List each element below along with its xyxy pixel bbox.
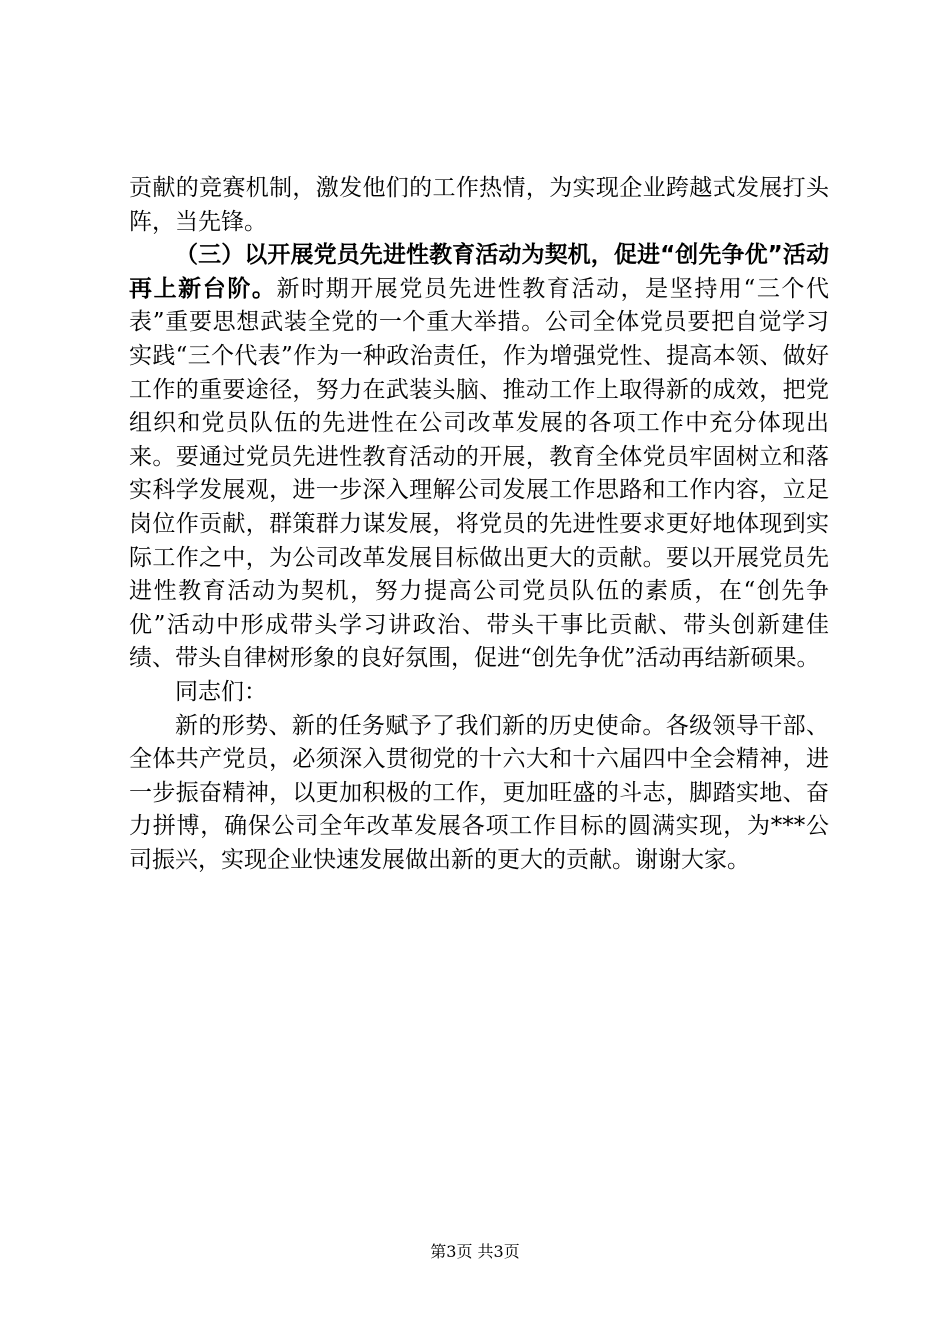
paragraph-text: 新时期开展党员先进性教育活动，是坚持用“三个代表”重要思想武装全党的一个重大举措。公司全体党员要把自觉学习实践“三个代表”作为一种政治责任，作为增强党性、提高本领、做好工作的重要途径，努力在武装头脑、推动工作上取得新的成效，把党组织和党员队伍的先进性在公司改革发展的各项工作中充分体现出来。要通过党员先进性教育活动的开展，教育全体党员牢固树立和落实科学发展观，进一步深入理解公司发展工作思路和工作内容，立足岗位作贡献，群策群力谋发展，将党员的先进性要求更好地体现到实际工作之中，为公司改革发展目标做出更大的贡献。要以开展党员先进性教育活动为契机，努力提高公司党员队伍的素质，在“创先争优”活动中形成带头学习讲政治、带头干事比贡献、带头创新建佳绩、带头自律树形象的良好氛围，促进“创先争优”活动再结新硕果。: [129, 275, 829, 672]
paragraph-text: 同志们：: [175, 678, 267, 705]
page-footer: [0, 1242, 950, 1262]
section-heading: （三）以开展党员先进性教育活动为契机，促进“创先争优”活动再上新台阶。: [129, 242, 829, 302]
paragraph-salutation: [129, 676, 829, 710]
page-number: 第3页 共3页: [430, 1242, 520, 1261]
paragraph-section-three: [129, 239, 829, 676]
document-body: [129, 172, 829, 877]
paragraph-text: 贡献的竞赛机制，激发他们的工作热情，为实现企业跨越式发展打头阵，当先锋。: [129, 175, 829, 235]
paragraph-continuation: [129, 172, 829, 239]
paragraph-text: 新的形势、新的任务赋予了我们新的历史使命。各级领导干部、全体共产党员，必须深入贯彻党的十六大和十六届四中全会精神，进一步振奋精神，以更加积极的工作，更加旺盛的斗志，脚踏实地、奋力拼博，确保公司全年改革发展各项工作目标的圆满实现，为***公司振兴，实现企业快速发展做出新的更大的贡献。谢谢大家。: [129, 712, 829, 873]
paragraph-closing: [129, 710, 829, 878]
